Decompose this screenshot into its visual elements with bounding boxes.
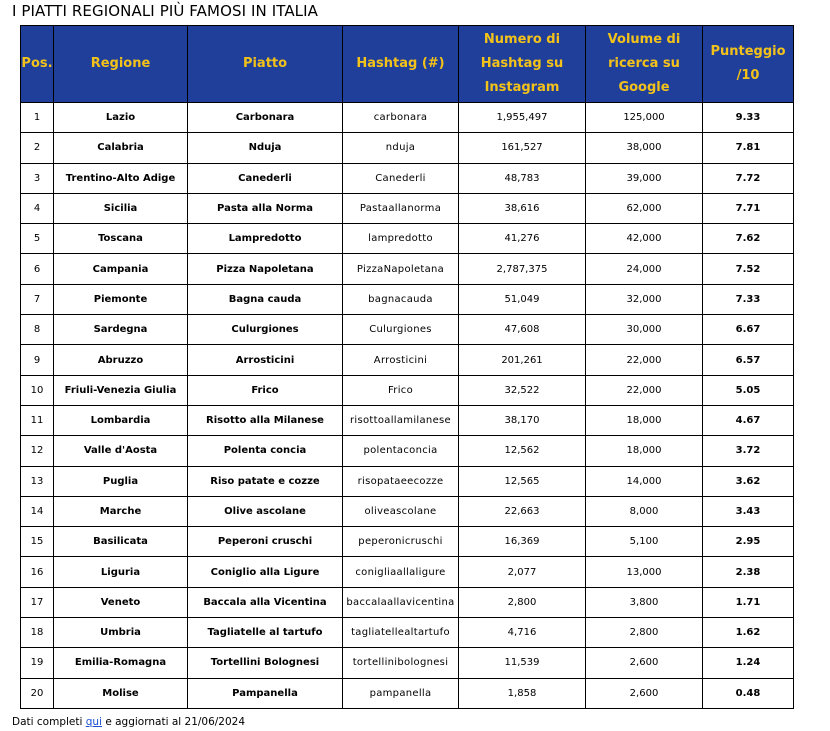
cell-piatto: Culurgiones (188, 315, 343, 345)
cell-google: 2,600 (586, 678, 703, 708)
cell-piatto: Olive ascolane (188, 496, 343, 526)
cell-google: 22,000 (586, 345, 703, 375)
cell-pos: 5 (21, 224, 54, 254)
cell-punteggio: 4.67 (703, 405, 794, 435)
cell-piatto: Frico (188, 375, 343, 405)
cell-hashtag: conigliaallaligure (343, 557, 459, 587)
table-row (21, 375, 794, 405)
cell-pos: 3 (21, 163, 54, 193)
cell-google: 5,100 (586, 527, 703, 557)
cell-instagram: 4,716 (459, 618, 586, 648)
cell-google: 3,800 (586, 587, 703, 617)
cell-instagram: 38,170 (459, 405, 586, 435)
cell-instagram: 2,787,375 (459, 254, 586, 284)
cell-regione: Molise (54, 678, 188, 708)
cell-piatto: Riso patate e cozze (188, 466, 343, 496)
header-google: Volume di ricerca su Google (586, 26, 703, 103)
cell-regione: Umbria (54, 618, 188, 648)
table-row (21, 163, 794, 193)
cell-regione: Campania (54, 254, 188, 284)
cell-piatto: Carbonara (188, 103, 343, 133)
cell-hashtag: peperonicruschi (343, 527, 459, 557)
cell-google: 14,000 (586, 466, 703, 496)
cell-instagram: 12,565 (459, 466, 586, 496)
cell-piatto: Baccala alla Vicentina (188, 587, 343, 617)
cell-punteggio: 3.43 (703, 496, 794, 526)
cell-google: 30,000 (586, 315, 703, 345)
cell-hashtag: Frico (343, 375, 459, 405)
cell-piatto: Bagna cauda (188, 284, 343, 314)
cell-punteggio: 3.62 (703, 466, 794, 496)
cell-pos: 11 (21, 405, 54, 435)
cell-regione: Lombardia (54, 405, 188, 435)
cell-punteggio: 2.95 (703, 527, 794, 557)
cell-google: 39,000 (586, 163, 703, 193)
cell-regione: Sicilia (54, 193, 188, 223)
cell-google: 62,000 (586, 193, 703, 223)
cell-pos: 20 (21, 678, 54, 708)
table-row (21, 587, 794, 617)
table-row (21, 315, 794, 345)
table-row (21, 648, 794, 678)
cell-hashtag: Pastaallanorma (343, 193, 459, 223)
cell-regione: Valle d'Aosta (54, 436, 188, 466)
cell-instagram: 11,539 (459, 648, 586, 678)
footer-note (12, 716, 245, 728)
cell-instagram: 48,783 (459, 163, 586, 193)
cell-hashtag: Culurgiones (343, 315, 459, 345)
cell-piatto: Pizza Napoletana (188, 254, 343, 284)
table-row (21, 284, 794, 314)
cell-google: 42,000 (586, 224, 703, 254)
cell-regione: Calabria (54, 133, 188, 163)
table-row (21, 345, 794, 375)
cell-punteggio: 2.38 (703, 557, 794, 587)
cell-punteggio: 7.72 (703, 163, 794, 193)
cell-hashtag: Arrosticini (343, 345, 459, 375)
dishes-table (20, 25, 794, 709)
cell-instagram: 1,858 (459, 678, 586, 708)
cell-piatto: Nduja (188, 133, 343, 163)
cell-punteggio: 1.71 (703, 587, 794, 617)
table-row (21, 224, 794, 254)
cell-punteggio: 7.33 (703, 284, 794, 314)
header-punteggio: Punteggio /10 (703, 26, 794, 103)
cell-google: 125,000 (586, 103, 703, 133)
table-row (21, 527, 794, 557)
cell-regione: Lazio (54, 103, 188, 133)
cell-instagram: 22,663 (459, 496, 586, 526)
cell-punteggio: 5.05 (703, 375, 794, 405)
cell-hashtag: risopataeecozze (343, 466, 459, 496)
cell-pos: 18 (21, 618, 54, 648)
header-regione: Regione (54, 26, 188, 103)
cell-hashtag: polentaconcia (343, 436, 459, 466)
cell-pos: 16 (21, 557, 54, 587)
cell-pos: 17 (21, 587, 54, 617)
table-header-row (21, 26, 794, 103)
cell-regione: Toscana (54, 224, 188, 254)
cell-piatto: Arrosticini (188, 345, 343, 375)
cell-regione: Piemonte (54, 284, 188, 314)
cell-punteggio: 7.71 (703, 193, 794, 223)
cell-hashtag: nduja (343, 133, 459, 163)
cell-pos: 8 (21, 315, 54, 345)
cell-pos: 13 (21, 466, 54, 496)
cell-hashtag: carbonara (343, 103, 459, 133)
cell-hashtag: tagliatellealtartufo (343, 618, 459, 648)
cell-hashtag: bagnacauda (343, 284, 459, 314)
cell-regione: Veneto (54, 587, 188, 617)
cell-pos: 19 (21, 648, 54, 678)
header-pos: Pos. (21, 26, 54, 103)
cell-piatto: Pampanella (188, 678, 343, 708)
cell-piatto: Pasta alla Norma (188, 193, 343, 223)
table-row (21, 618, 794, 648)
cell-google: 32,000 (586, 284, 703, 314)
cell-punteggio: 6.67 (703, 315, 794, 345)
cell-regione: Sardegna (54, 315, 188, 345)
cell-piatto: Polenta concia (188, 436, 343, 466)
table-row (21, 557, 794, 587)
table-row (21, 405, 794, 435)
cell-pos: 12 (21, 436, 54, 466)
cell-regione: Trentino-Alto Adige (54, 163, 188, 193)
cell-regione: Puglia (54, 466, 188, 496)
cell-pos: 4 (21, 193, 54, 223)
cell-pos: 9 (21, 345, 54, 375)
footer-prefix: Dati completi (12, 716, 86, 728)
cell-hashtag: pampanella (343, 678, 459, 708)
page-title: I PIATTI REGIONALI PIÙ FAMOSI IN ITALIA (12, 2, 319, 20)
cell-piatto: Lampredotto (188, 224, 343, 254)
cell-punteggio: 1.62 (703, 618, 794, 648)
table-row (21, 103, 794, 133)
table-row (21, 133, 794, 163)
cell-punteggio: 0.48 (703, 678, 794, 708)
table-row (21, 466, 794, 496)
cell-instagram: 32,522 (459, 375, 586, 405)
cell-instagram: 16,369 (459, 527, 586, 557)
cell-hashtag: lampredotto (343, 224, 459, 254)
cell-pos: 10 (21, 375, 54, 405)
cell-instagram: 51,049 (459, 284, 586, 314)
cell-google: 22,000 (586, 375, 703, 405)
cell-hashtag: risottoallamilanese (343, 405, 459, 435)
cell-hashtag: oliveascolane (343, 496, 459, 526)
cell-google: 13,000 (586, 557, 703, 587)
footer-link[interactable]: qui (85, 716, 102, 728)
cell-google: 18,000 (586, 436, 703, 466)
table-row (21, 436, 794, 466)
cell-regione: Basilicata (54, 527, 188, 557)
cell-hashtag: PizzaNapoletana (343, 254, 459, 284)
table-row (21, 678, 794, 708)
cell-instagram: 47,608 (459, 315, 586, 345)
cell-instagram: 1,955,497 (459, 103, 586, 133)
cell-punteggio: 3.72 (703, 436, 794, 466)
cell-piatto: Tortellini Bolognesi (188, 648, 343, 678)
header-hashtag: Hashtag (#) (343, 26, 459, 103)
footer-suffix: e aggiornati al 21/06/2024 (101, 716, 246, 728)
cell-instagram: 2,800 (459, 587, 586, 617)
cell-instagram: 41,276 (459, 224, 586, 254)
cell-regione: Friuli-Venezia Giulia (54, 375, 188, 405)
table-body (21, 103, 794, 709)
cell-google: 24,000 (586, 254, 703, 284)
cell-regione: Abruzzo (54, 345, 188, 375)
header-piatto: Piatto (188, 26, 343, 103)
cell-pos: 7 (21, 284, 54, 314)
cell-punteggio: 6.57 (703, 345, 794, 375)
cell-google: 8,000 (586, 496, 703, 526)
cell-piatto: Risotto alla Milanese (188, 405, 343, 435)
cell-piatto: Peperoni cruschi (188, 527, 343, 557)
cell-google: 38,000 (586, 133, 703, 163)
cell-google: 2,600 (586, 648, 703, 678)
cell-piatto: Canederli (188, 163, 343, 193)
cell-punteggio: 1.24 (703, 648, 794, 678)
cell-instagram: 38,616 (459, 193, 586, 223)
cell-instagram: 12,562 (459, 436, 586, 466)
cell-punteggio: 7.62 (703, 224, 794, 254)
cell-instagram: 2,077 (459, 557, 586, 587)
cell-piatto: Coniglio alla Ligure (188, 557, 343, 587)
cell-pos: 14 (21, 496, 54, 526)
cell-hashtag: Canederli (343, 163, 459, 193)
cell-punteggio: 7.52 (703, 254, 794, 284)
cell-hashtag: tortellinibolognesi (343, 648, 459, 678)
cell-regione: Liguria (54, 557, 188, 587)
cell-regione: Emilia-Romagna (54, 648, 188, 678)
cell-punteggio: 9.33 (703, 103, 794, 133)
cell-instagram: 161,527 (459, 133, 586, 163)
header-instagram: Numero di Hashtag su Instagram (459, 26, 586, 103)
cell-pos: 1 (21, 103, 54, 133)
table-row (21, 254, 794, 284)
cell-regione: Marche (54, 496, 188, 526)
cell-punteggio: 7.81 (703, 133, 794, 163)
cell-hashtag: baccalaallavicentina (343, 587, 459, 617)
cell-google: 18,000 (586, 405, 703, 435)
cell-google: 2,800 (586, 618, 703, 648)
cell-instagram: 201,261 (459, 345, 586, 375)
cell-piatto: Tagliatelle al tartufo (188, 618, 343, 648)
table-row (21, 496, 794, 526)
cell-pos: 6 (21, 254, 54, 284)
cell-pos: 2 (21, 133, 54, 163)
cell-pos: 15 (21, 527, 54, 557)
table-row (21, 193, 794, 223)
